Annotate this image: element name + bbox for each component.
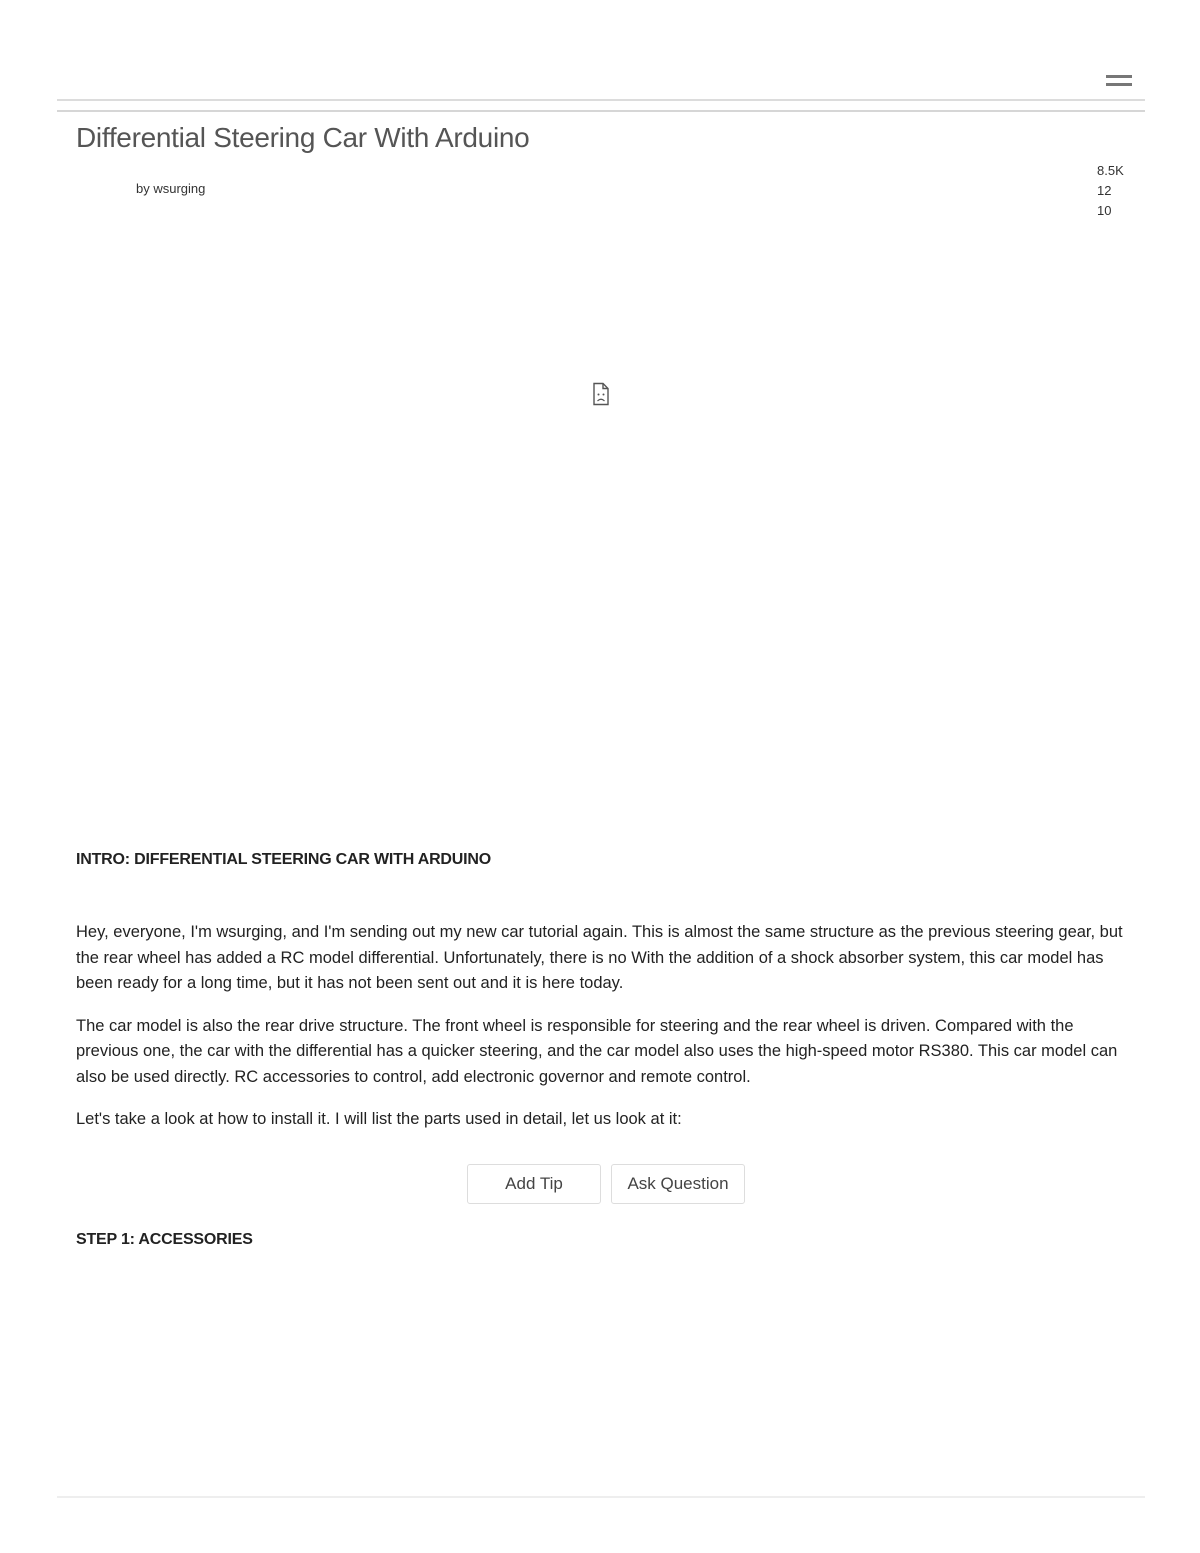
footer-divider [57,1496,1145,1498]
author-line[interactable]: by wsurging [136,181,206,196]
intro-paragraph: Let's take a look at how to install it. I will list the parts used in detail, let us look at it: [76,1110,682,1128]
header-divider-lower [57,110,1145,112]
page-title: Differential Steering Car With Arduino [76,122,530,153]
favorites-count: 12 [1097,183,1112,198]
intro-heading: INTRO: DIFFERENTIAL STEERING CAR WITH ARDUINO [76,851,491,868]
intro-paragraph: Hey, everyone, I'm wsurging, and I'm sending out my new car tutorial again. This is almost the same structure as the previous steering gear, but the rear wheel has added a RC model differential. Unfortunately, there is no With the addition of a shock absorber system, this car model has been ready for a long time, but it has not been sent out and it is here today. [76,923,1123,992]
views-count: 8.5K [1097,163,1124,178]
hero-image [57,230,1145,560]
menu-button[interactable] [1094,64,1144,100]
intro-paragraph: The car model is also the rear drive structure. The front wheel is responsible for steering and the rear wheel is driven. Compared with the previous one, the car with the differential has a quicker steering, and the car model also uses the high-speed motor RS380. This car model can also be used directly. RC accessories to control, add electronic governor and remote control. [76,1016,1118,1086]
broken-image-icon [592,382,610,406]
header-divider [57,99,1145,101]
step-1-heading: STEP 1: ACCESSORIES [76,1231,253,1248]
article-stats [1097,161,1124,221]
intro-body [76,920,1126,1150]
add-tip-button[interactable]: Add Tip [467,1164,601,1204]
comments-count: 10 [1097,203,1112,218]
intro-actions [467,1164,745,1204]
ask-question-button[interactable]: Ask Question [611,1164,745,1204]
